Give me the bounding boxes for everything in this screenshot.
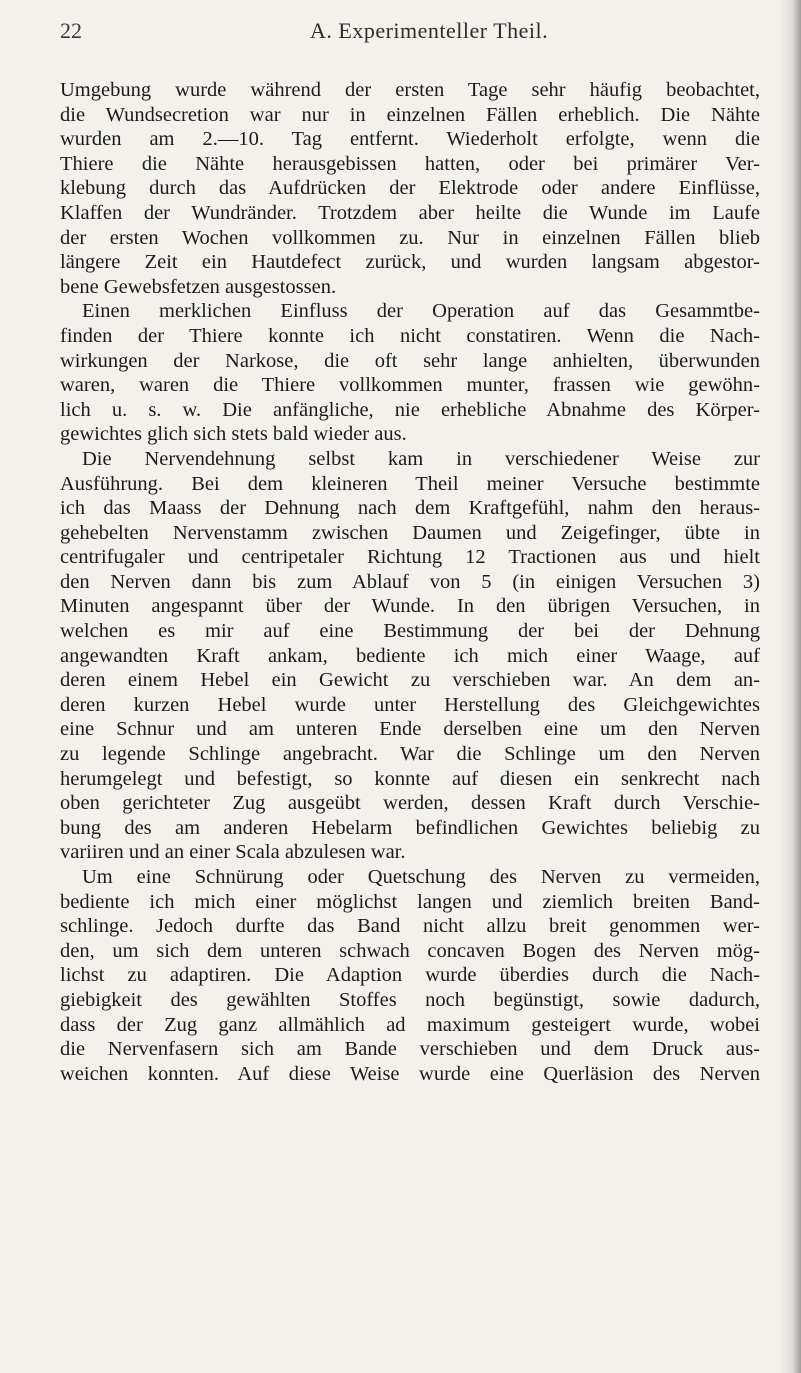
- text-line: wurden am 2.—10. Tag entfernt. Wiederholt erfolgte, wenn die: [60, 128, 760, 151]
- text-line: die Wundsecretion war nur in einzelnen Fällen erheblich. Die Nähte: [60, 103, 760, 126]
- text-line: der ersten Wochen vollkommen zu. Nur in einzelnen Fällen blieb: [60, 226, 760, 249]
- text-line: giebigkeit des gewählten Stoffes noch begünstigt, sowie dadurch,: [60, 988, 760, 1011]
- text-line: herumgelegt und befestigt, so konnte auf diesen ein senkrecht nach: [60, 767, 760, 790]
- text-line: schlinge. Jedoch durfte das Band nicht allzu breit genommen wer-: [60, 915, 760, 938]
- text-line: bene Gewebsfetzen ausgestossen.: [60, 275, 337, 298]
- page-edge-shadow: [779, 0, 801, 1373]
- text-line: Thiere die Nähte herausgebissen hatten, oder bei primärer Ver-: [60, 152, 760, 175]
- text-line: Umgebung wurde während der ersten Tage sehr häufig beobachtet,: [60, 79, 760, 101]
- text-line: ich das Maass der Dehnung nach dem Kraftgefühl, nahm den heraus-: [60, 497, 760, 520]
- text-line: den, um sich dem unteren schwach concaven Bogen des Nerven mög-: [60, 939, 760, 962]
- text-line: zu legende Schlinge angebracht. War die Schlinge um den Nerven: [60, 743, 760, 766]
- text-line: Einen merklichen Einfluss der Operation auf das Gesammtbe-: [82, 300, 760, 323]
- page-number: 22: [60, 18, 82, 43]
- text-line: lichst zu adaptiren. Die Adaption wurde überdies durch die Nach-: [60, 964, 760, 987]
- text-line: wirkungen der Narkose, die oft sehr lange anhielten, überwunden: [60, 349, 760, 372]
- text-line: deren kurzen Hebel wurde unter Herstellung des Gleichgewichtes: [60, 693, 760, 716]
- page-header: [60, 8, 741, 42]
- text-line: waren, waren die Thiere vollkommen munter, frassen wie gewöhn-: [60, 374, 760, 397]
- text-line: welchen es mir auf eine Bestimmung der bei der Dehnung: [60, 620, 760, 643]
- text-line: oben gerichteter Zug ausgeübt werden, dessen Kraft durch Verschie-: [60, 792, 760, 815]
- text-line: bediente ich mich einer möglichst langen und ziemlich breiten Band-: [60, 890, 760, 913]
- text-line: bung des am anderen Hebelarm befindlichen Gewichtes beliebig zu: [60, 816, 760, 839]
- text-line: längere Zeit ein Hautdefect zurück, und wurden langsam abgestor-: [60, 251, 760, 274]
- text-line: Die Nervendehnung selbst kam in verschiedener Weise zur: [82, 447, 760, 470]
- text-line: centrifugaler und centripetaler Richtung 12 Tractionen aus und hielt: [60, 546, 760, 569]
- text-line: deren einem Hebel ein Gewicht zu verschieben war. An dem an-: [60, 669, 760, 692]
- text-line: finden der Thiere konnte ich nicht constatiren. Wenn die Nach-: [60, 324, 760, 347]
- text-line: Ausführung. Bei dem kleineren Theil meiner Versuche bestimmte: [60, 472, 760, 495]
- text-line: Minuten angespannt über der Wunde. In den übrigen Versuchen, in: [60, 595, 760, 618]
- text-line: Klaffen der Wundränder. Trotzdem aber heilte die Wunde im Laufe: [60, 201, 760, 224]
- text-line: eine Schnur und am unteren Ende derselben eine um den Nerven: [60, 718, 760, 741]
- text-line: lich u. s. w. Die anfängliche, nie erhebliche Abnahme des Körper-: [60, 398, 760, 421]
- text-line: weichen konnten. Auf diese Weise wurde eine Querläsion des Nerven: [60, 1062, 760, 1085]
- text-line: Um eine Schnürung oder Quetschung des Nerven zu vermeiden,: [82, 866, 760, 888]
- running-head: A. Experimenteller Theil.: [310, 18, 549, 43]
- text-line: dass der Zug ganz allmählich ad maximum gesteigert wurde, wobei: [60, 1013, 760, 1036]
- text-line: gewichtes glich sich stets bald wieder aus.: [60, 423, 407, 446]
- text-line: gehebelten Nervenstamm zwischen Daumen und Zeigefinger, übte in: [60, 521, 760, 544]
- text-line: angewandten Kraft ankam, bediente ich mich einer Waage, auf: [60, 644, 760, 667]
- text-line: klebung durch das Aufdrücken der Elektrode oder andere Einflüsse,: [60, 177, 760, 200]
- text-line: den Nerven dann bis zum Ablauf von 5 (in einigen Versuchen 3): [60, 570, 760, 593]
- text-line: die Nervenfasern sich am Bande verschieben und dem Druck aus-: [60, 1038, 760, 1061]
- text-line: variiren und an einer Scala abzulesen war.: [60, 841, 406, 864]
- body-text: [60, 78, 760, 1086]
